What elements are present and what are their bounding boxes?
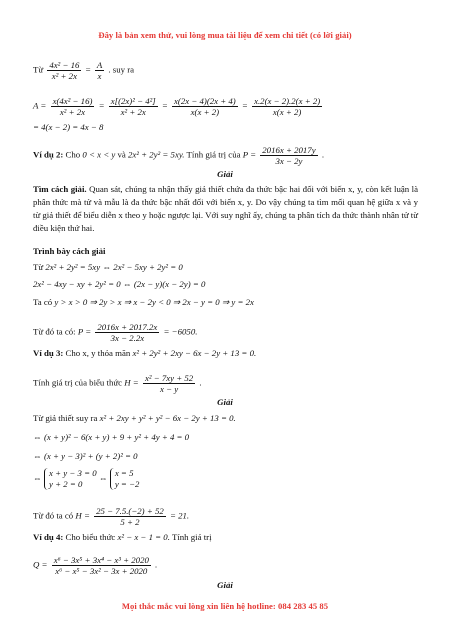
fraction: $\frac{\text{x² − 7xy + 52}}{x - y}$ <box>144 373 194 394</box>
example-2-statement: Ví dụ 2: Cho 0 < x < y và 2x² + 2y² = 5xy. Tính giá trị của P = $\frac{2016x + 2017y}{3x - 2y}$ . <box>33 145 325 166</box>
step-3: Ta có y > x > 0 ⇒ 2y > x ⇒ x − 2y < 0 ⇒ 2x − y = 0 ⇒ y = 2x <box>33 297 254 307</box>
example-3-question: Tính giá trị của biểu thức H = $\frac{\text{x² − 7xy + 52}}{x - y}$ . <box>33 373 202 394</box>
ex3-step-3: ⇔ (x + y − 3)² + (y + 2)² = 0 <box>33 451 138 461</box>
fraction: $\frac{\text{x[(2x)² − 4²]}}{\text{x² + 2x}}$ <box>110 96 156 117</box>
step-1: Từ 2x² + 2y² = 5xy ⇔ 2x² − 5xy + 2y² = 0 <box>33 262 183 272</box>
step-4: Từ đó ta có: P = $\frac{2016x + 2017.2x}{3x - 2.2x}$ = −6050. <box>33 322 198 343</box>
ex3-step-1: Từ giả thiết suy ra x² + 2xy + y² + y² − 6x − 2y + 13 = 0. <box>33 413 236 423</box>
solution-heading: Giải <box>217 397 233 407</box>
derivation-intro: Từ $\frac{\text{4x² − 16}}{\text{x² + 2x}}$ = $\frac{A}{x}$ . suy ra <box>33 60 135 81</box>
fraction: $\frac{25 - 7.5.(-2) + 52}{5 + 2}$ <box>96 506 164 527</box>
fraction: $\frac{x.2(x - 2).2(x + 2)}{x(x + 2)}$ <box>254 96 321 117</box>
hotline-banner: Mọi thắc mắc vui lòng xin liên hệ hotline: 084 283 45 85 <box>121 601 329 611</box>
solution-heading: Giải <box>217 169 233 179</box>
method-paragraph: Tìm cách giải. Quan sát, chúng ta nhận thấy giả thiết chứa đa thức bậc hai đối với biến x, y, còn kết luận là phân thức mà tử và mẫu là đa thức bậc nhất đối với biến x, y. Do vậy chúng ta tìm mối quan hệ giữa x và y từ giả thiết để biểu diễn x theo y hoặc ngược lại. Với suy nghĩ ấy, chúng ta phân tích đa thức thành nhân tử từ điều kiện thứ hai. <box>33 184 419 233</box>
fraction: $\frac{\text{x⁶ − 3x⁵ + 3x⁴ − x³ + 2020}}{\text{x⁶ − x⁵ − 3x² − 3x + 2020}}$ <box>53 555 149 576</box>
fraction: $\frac{x(2x - 4)(2x + 4)}{x(x + 2)}$ <box>174 96 236 117</box>
presentation-heading: Trình bày cách giải <box>33 246 106 256</box>
ex3-system: ⇔ x + y − 3 = 0 y + 2 = 0 ⇔ x = 5 y = −2 <box>33 468 140 489</box>
equation-a: A = $\frac{\text{x(4x² − 16)}}{\text{x² + 2x}}$ = $\frac{\text{x[(2x)² − 4²]}}{\text{x² + 2x}}$ = $\frac{x(2x - 4)(2x + 4)}{x(x + 2)}$ = $\frac{x.2(x - 2).2(x + 2)}{x(x + 2)}$ <box>33 96 321 117</box>
preview-banner: Đây là bản xem thử, vui lòng mua tài liệu để xem chi tiết (có lời giải) <box>98 30 352 40</box>
ex3-step-2: ⇔ (x + y)² − 6(x + y) + 9 + y² + 4y + 4 = 0 <box>33 432 190 442</box>
example-4-expression: Q = $\frac{\text{x⁶ − 3x⁵ + 3x⁴ − x³ + 2020}}{\text{x⁶ − x⁵ − 3x² − 3x + 2020}}$ . <box>33 555 158 576</box>
fraction: $\frac{2016x + 2017y}{3x - 2y}$ <box>262 145 316 166</box>
equation-a-result: = 4(x − 2) = 4x − 8 <box>33 122 104 132</box>
solution-heading: Giải <box>217 580 233 590</box>
fraction: $\frac{\text{4x² − 16}}{\text{x² + 2x}}$ <box>49 60 80 81</box>
step-2: 2x² − 4xy − xy + 2y² = 0 ⇔ (2x − y)(x − 2y) = 0 <box>33 279 206 289</box>
equation-system: x = 5 y = −2 <box>110 468 140 490</box>
example-3-statement: Ví dụ 3: Cho x, y thỏa mãn x² + 2y² + 2xy − 6x − 2y + 13 = 0. <box>33 348 257 358</box>
equation-system: x + y − 3 = 0 y + 2 = 0 <box>44 468 97 490</box>
fraction: $\frac{2016x + 2017.2x}{3x - 2.2x}$ <box>97 322 158 343</box>
example-4-statement: Ví dụ 4: Cho biểu thức x² − x − 1 = 0. Tính giá trị <box>33 532 212 542</box>
fraction: $\frac{\text{x(4x² − 16)}}{\text{x² + 2x}}$ <box>52 96 93 117</box>
fraction: $\frac{A}{x}$ <box>96 60 103 81</box>
ex3-result: Từ đó ta có H = $\frac{25 - 7.5.(-2) + 52}{5 + 2}$ = 21. <box>33 506 190 527</box>
